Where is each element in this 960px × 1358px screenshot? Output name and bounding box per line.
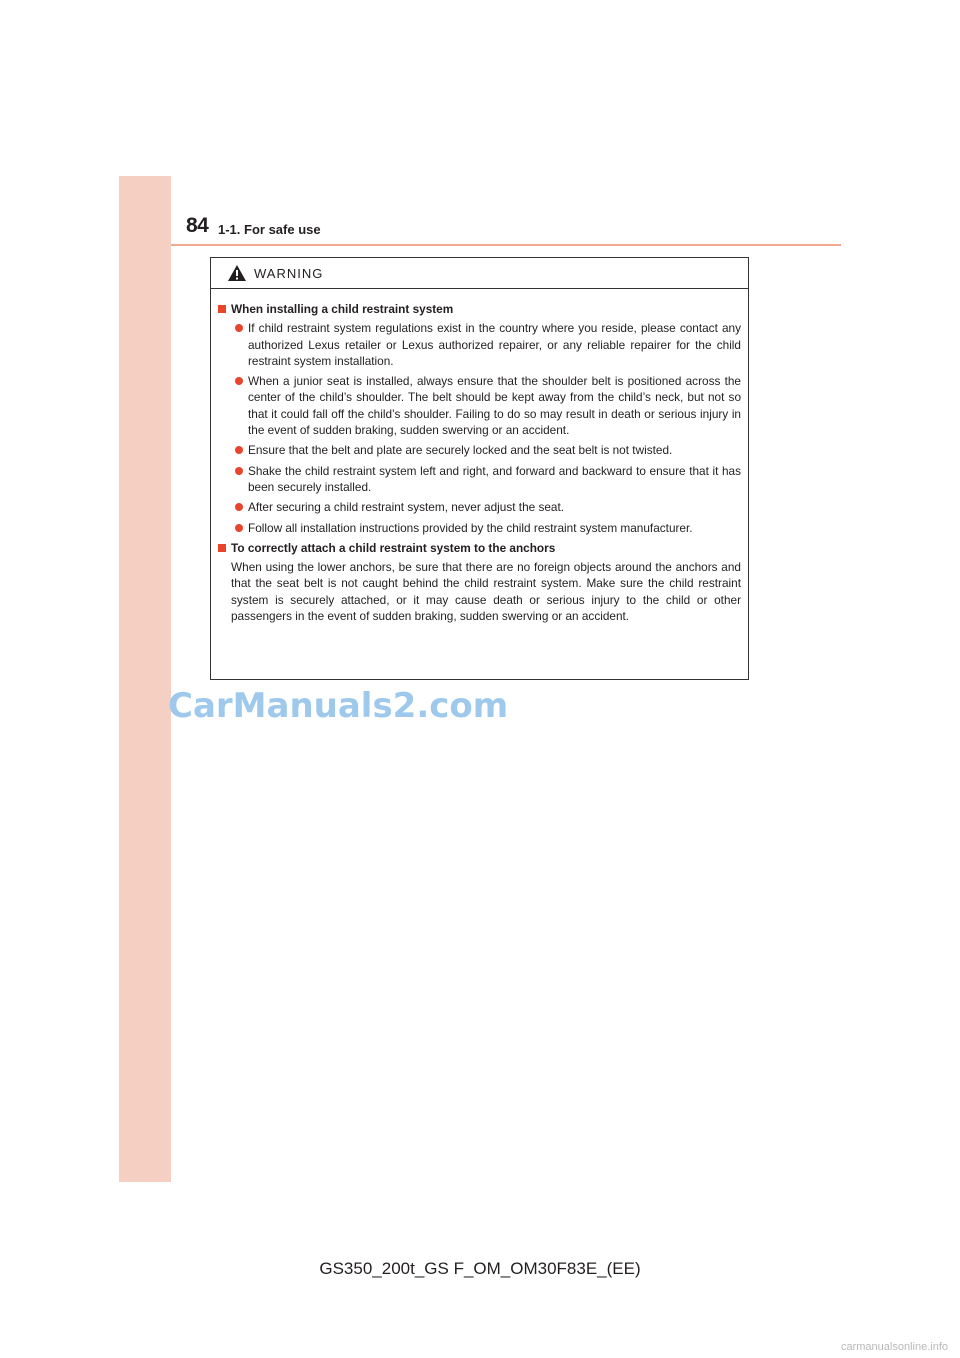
dot-bullet-icon — [235, 524, 243, 532]
header-rule — [171, 244, 841, 246]
section-heading — [218, 301, 741, 317]
section-paragraph: When using the lower anchors, be sure that there are no foreign objects around the anchors and that the seat belt is not caught behind the child restraint system. Make sure the child restraint system is securely attached, or it may cause death or serious injury to the child or other passengers in the event of sudden braking, sudden swerving or an accident. — [231, 560, 741, 624]
warning-box — [210, 257, 749, 680]
section-heading — [218, 540, 741, 556]
list-item-text: When a junior seat is installed, always ensure that the shoulder belt is positioned across the center of the child’s shoulder. The belt should be kept away from the child’s neck, but not so that it could fall off the child’s shoulder. Failing to do so may result in death or serious injury in the event of sudden braking, sudden swerving or an accident. — [248, 374, 741, 438]
square-bullet-icon — [218, 305, 226, 313]
warning-header — [211, 258, 748, 289]
side-band — [119, 176, 171, 1182]
dot-bullet-icon — [235, 503, 243, 511]
list-item-text: Follow all installation instructions provided by the child restraint system manufacturer. — [248, 520, 693, 535]
warning-section-installing — [218, 301, 741, 536]
list-item — [218, 320, 741, 369]
warning-section-anchors — [218, 540, 741, 624]
list-item-text: Ensure that the belt and plate are securely locked and the seat belt is not twisted. — [248, 443, 673, 458]
list-item — [218, 463, 741, 496]
bottom-watermark[interactable]: carmanualsonline.info — [840, 1341, 948, 1353]
list-item — [218, 499, 741, 515]
section-heading-text: When installing a child restraint system — [231, 302, 454, 316]
footer-doc-code: GS350_200t_GS F_OM_OM30F83E_(EE) — [319, 1259, 641, 1278]
warning-body — [211, 289, 748, 624]
list-item — [218, 520, 741, 536]
section-heading-text: To correctly attach a child restraint system to the anchors — [231, 540, 556, 555]
square-bullet-icon — [218, 544, 226, 552]
list-item — [218, 442, 741, 458]
warning-triangle-icon — [227, 264, 247, 282]
list-item-text: Shake the child restraint system left and right, and forward and backward to ensure that it has been securely installed. — [248, 463, 741, 494]
section-title: 1-1. For safe use — [218, 222, 321, 237]
list-item-text: If child restraint system regulations exist in the country where you reside, please contact any authorized Lexus retailer or Lexus authorized repairer, or any reliable repairer for the child restraint system installation. — [248, 321, 741, 368]
dot-bullet-icon — [235, 446, 243, 454]
dot-bullet-icon — [235, 324, 243, 332]
warning-title: WARNING — [254, 265, 324, 281]
dot-bullet-icon — [235, 377, 243, 385]
list-item-text: After securing a child restraint system, never adjust the seat. — [248, 500, 565, 515]
watermark-carmanuals2[interactable]: CarManuals2.com — [168, 686, 509, 726]
page-number: 84 — [186, 214, 209, 237]
dot-bullet-icon — [235, 467, 243, 475]
list-item — [218, 373, 741, 438]
